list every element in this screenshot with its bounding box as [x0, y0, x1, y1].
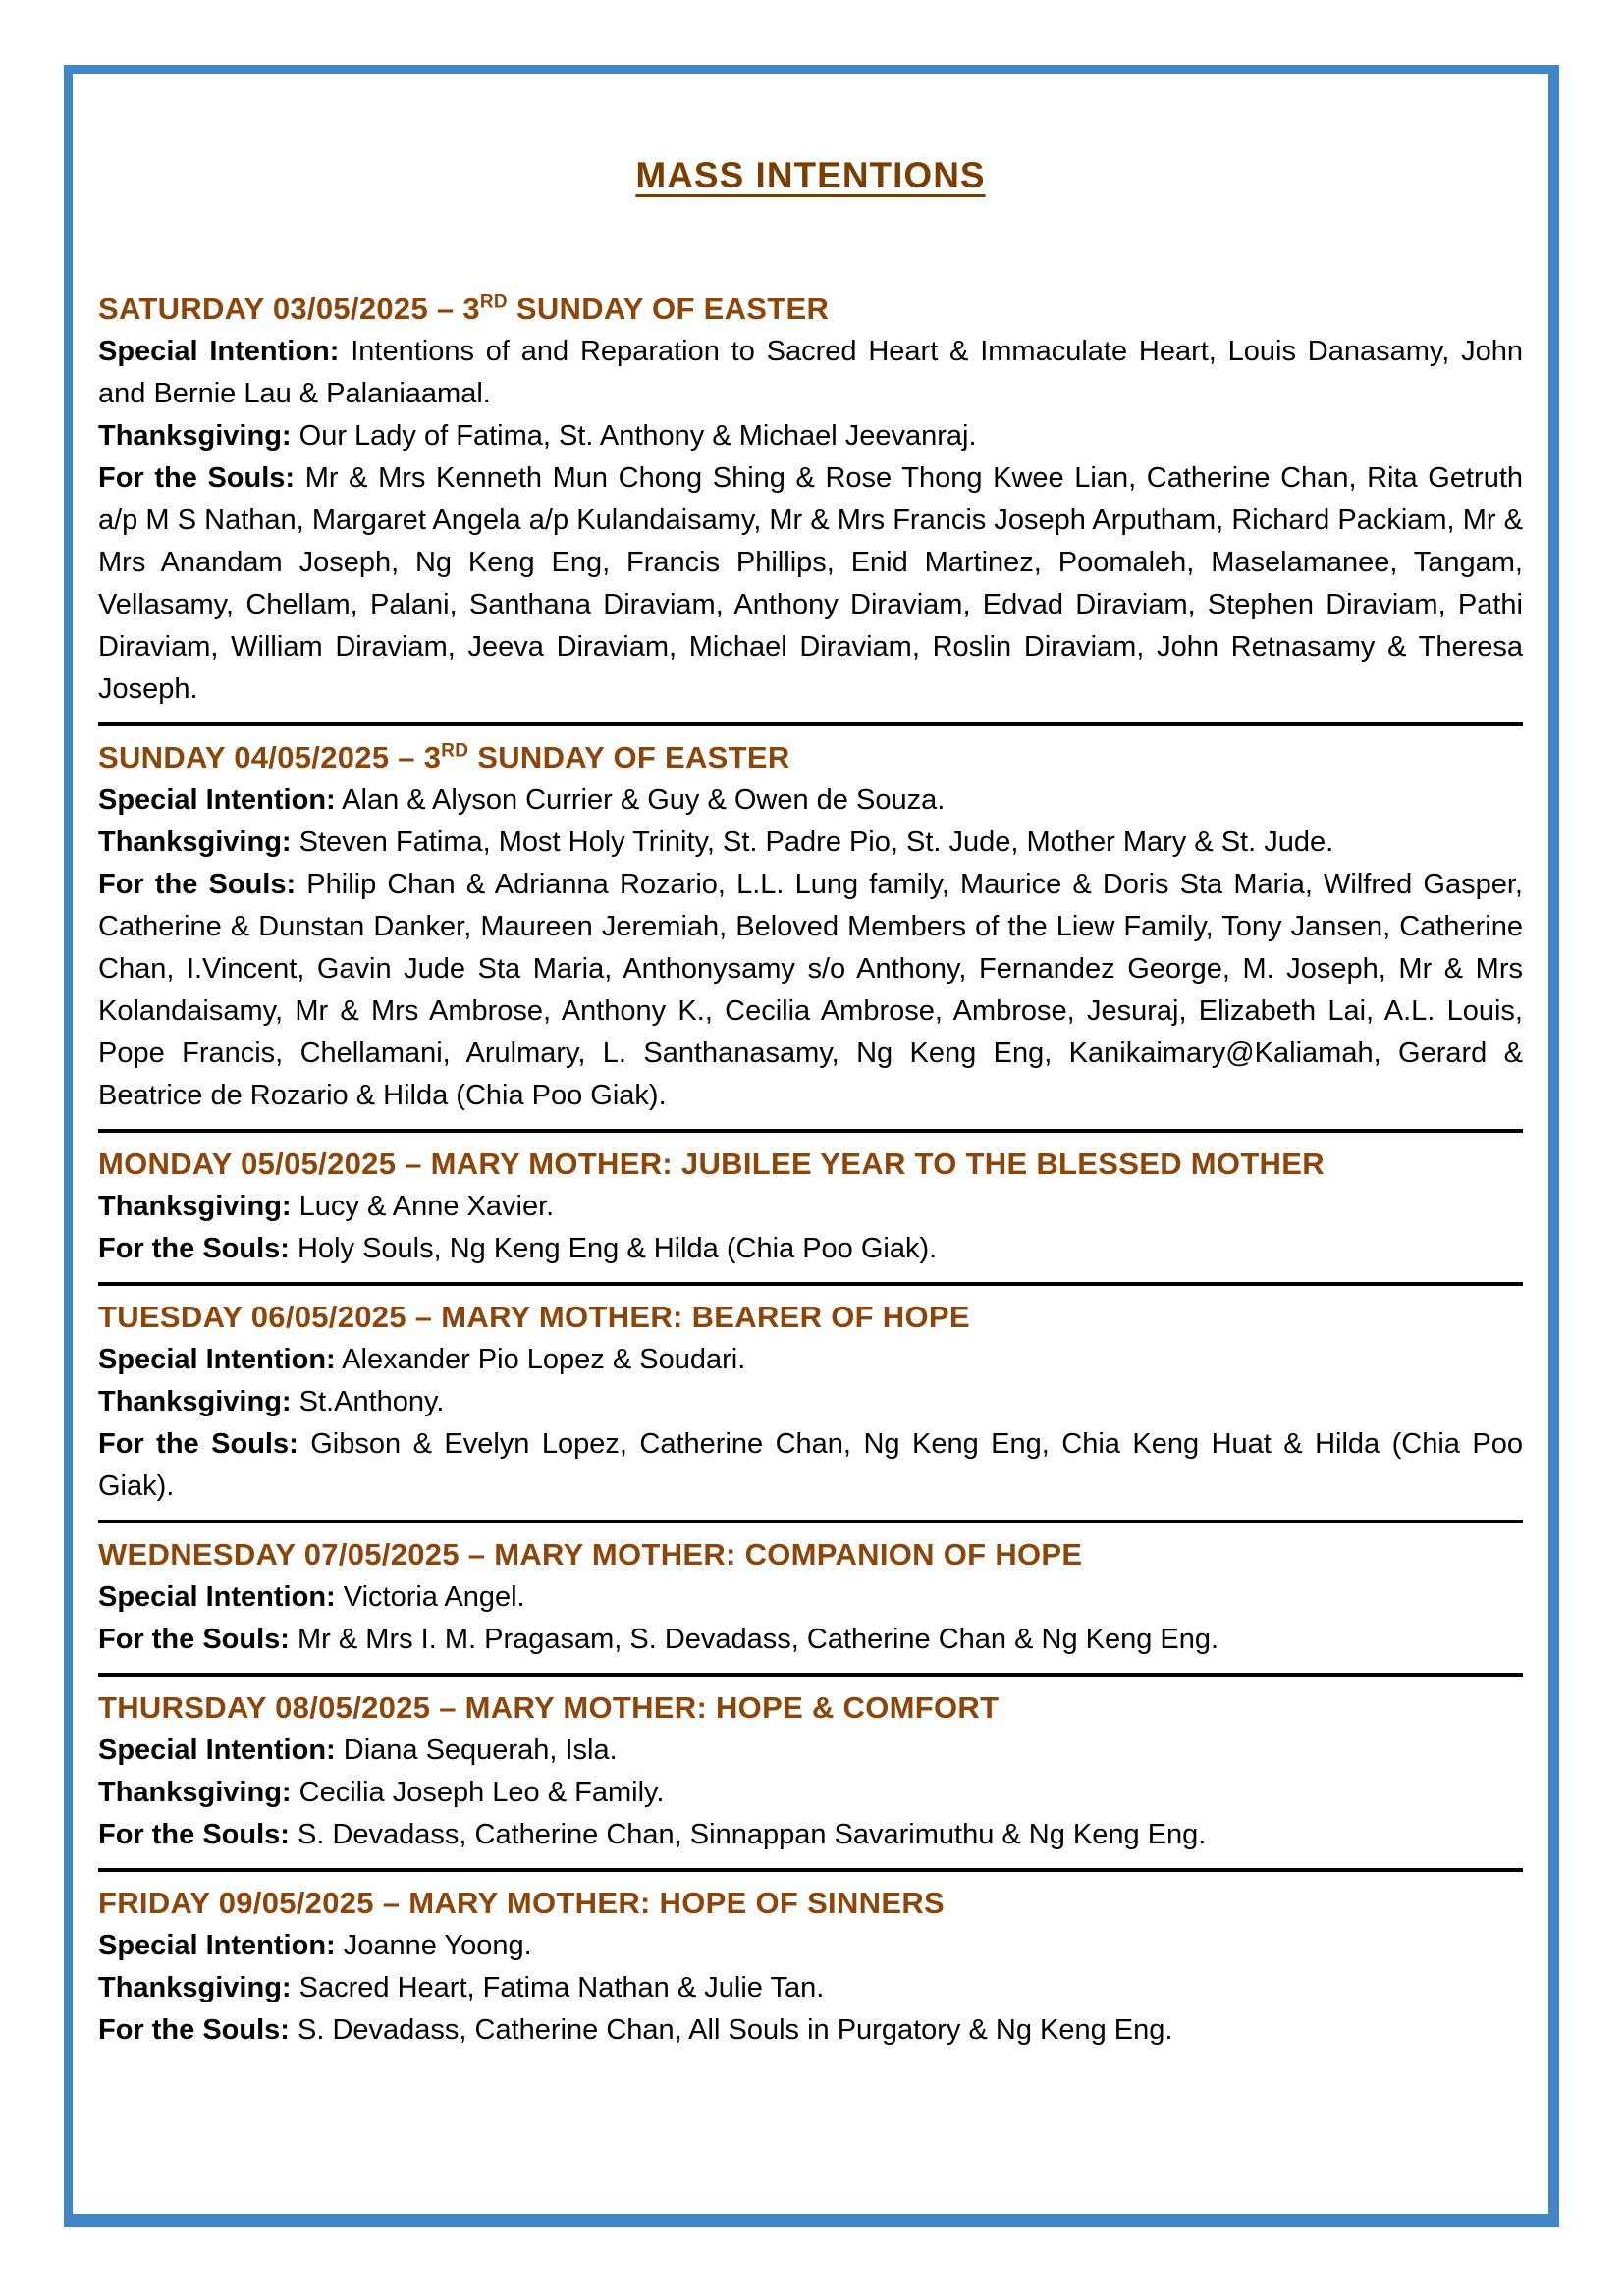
intention-entry: [98, 1576, 1523, 1619]
section-header: [98, 1533, 1523, 1576]
intention-text: Holy Souls, Ng Keng Eng & Hilda (Chia Poo Giak).: [298, 1233, 938, 1264]
intention-entry: [98, 1423, 1523, 1508]
section-header-text: WEDNESDAY 07/05/2025 – MARY MOTHER: COMPANION OF HOPE: [98, 1537, 1083, 1572]
intention-text: Cecilia Joseph Leo & Family.: [298, 1777, 665, 1808]
section-header: [98, 1882, 1523, 1925]
page-title-text: MASS INTENTIONS: [635, 155, 986, 195]
intention-text: Victoria Angel.: [343, 1581, 525, 1613]
mass-intention-section: [98, 1686, 1523, 1856]
mass-intention-section: [98, 1143, 1523, 1270]
section-divider: [98, 722, 1523, 726]
intention-entry: [98, 457, 1523, 711]
intention-text: Lucy & Anne Xavier.: [298, 1191, 555, 1222]
intention-text: St.Anthony.: [298, 1386, 445, 1417]
section-entries: [98, 331, 1523, 711]
section-header: [98, 736, 1523, 779]
page-title: [98, 154, 1523, 197]
section-entries: [98, 779, 1523, 1117]
mass-intention-section: [98, 1533, 1523, 1661]
intention-text: Steven Fatima, Most Holy Trinity, St. Padre Pio, St. Jude, Mother Mary & St. Jude.: [298, 827, 1334, 858]
intention-text: Intentions of and Reparation to Sacred Heart & Immaculate Heart, Louis Danasamy, John and Bernie Lau & Palaniaamal.: [98, 336, 1523, 409]
intention-text: Diana Sequerah, Isla.: [343, 1735, 618, 1766]
intention-entry: [98, 1730, 1523, 1772]
intention-label: Special Intention:: [98, 1344, 336, 1375]
intention-entry: [98, 2009, 1523, 2052]
intention-text: Mr & Mrs I. M. Pragasam, S. Devadass, Catherine Chan & Ng Keng Eng.: [298, 1624, 1219, 1655]
mass-intention-section: [98, 288, 1523, 711]
document-content: [73, 74, 1548, 2052]
section-divider: [98, 1868, 1523, 1872]
intention-label: Special Intention:: [98, 784, 336, 816]
section-divider: [98, 1282, 1523, 1286]
section-header-text: MONDAY 05/05/2025 – MARY MOTHER: JUBILEE YEAR TO THE BLESSED MOTHER: [98, 1147, 1325, 1181]
section-divider: [98, 1520, 1523, 1523]
section-header-superscript: RD: [479, 292, 508, 313]
intention-label: For the Souls:: [98, 2014, 290, 2046]
section-header-text: THURSDAY 08/05/2025 – MARY MOTHER: HOPE & COMFORT: [98, 1690, 1000, 1725]
intention-text: S. Devadass, Catherine Chan, All Souls in Purgatory & Ng Keng Eng.: [298, 2014, 1173, 2046]
intention-entry: [98, 864, 1523, 1117]
intention-entry: [98, 822, 1523, 864]
intention-label: Special Intention:: [98, 1930, 336, 1961]
intention-label: Thanksgiving:: [98, 827, 292, 858]
intention-text: Sacred Heart, Fatima Nathan & Julie Tan.: [298, 1972, 825, 2003]
intention-label: Thanksgiving:: [98, 1972, 292, 2003]
intention-entry: [98, 1925, 1523, 1967]
section-entries: [98, 1925, 1523, 2052]
section-header-text: SUNDAY 04/05/2025 – 3: [98, 740, 442, 774]
intention-entry: [98, 1186, 1523, 1228]
page-border: [64, 65, 1559, 2227]
intention-entry: [98, 1967, 1523, 2009]
intention-label: Thanksgiving:: [98, 1777, 292, 1808]
mass-intention-section: [98, 1296, 1523, 1508]
intention-text: Alan & Alyson Currier & Guy & Owen de Souza.: [342, 784, 946, 816]
intention-label: For the Souls:: [98, 1233, 290, 1264]
intention-text: Our Lady of Fatima, St. Anthony & Michael Jeevanraj.: [298, 420, 977, 452]
intention-text: Gibson & Evelyn Lopez, Catherine Chan, Ng Keng Eng, Chia Keng Huat & Hilda (Chia Poo Giak).: [98, 1428, 1523, 1502]
intention-entry: [98, 779, 1523, 822]
intention-text: Joanne Yoong.: [343, 1930, 532, 1961]
section-entries: [98, 1730, 1523, 1856]
intention-label: Thanksgiving:: [98, 1191, 292, 1222]
section-divider: [98, 1673, 1523, 1677]
intention-entry: [98, 1772, 1523, 1814]
section-header-text: FRIDAY 09/05/2025 – MARY MOTHER: HOPE OF SINNERS: [98, 1886, 945, 1920]
section-header-text: SATURDAY 03/05/2025 – 3: [98, 292, 480, 326]
intention-entry: [98, 1339, 1523, 1381]
intention-text: S. Devadass, Catherine Chan, Sinnappan Savarimuthu & Ng Keng Eng.: [298, 1819, 1207, 1850]
section-header-text: TUESDAY 06/05/2025 – MARY MOTHER: BEARER OF HOPE: [98, 1300, 970, 1334]
intention-entry: [98, 1814, 1523, 1856]
section-header-text-after: SUNDAY OF EASTER: [507, 292, 830, 326]
intention-entry: [98, 415, 1523, 457]
intention-label: For the Souls:: [98, 1819, 290, 1850]
intention-label: For the Souls:: [98, 869, 297, 900]
section-header: [98, 288, 1523, 331]
section-header-text-after: SUNDAY OF EASTER: [468, 740, 790, 774]
section-entries: [98, 1186, 1523, 1270]
intention-label: For the Souls:: [98, 1624, 290, 1655]
section-header: [98, 1296, 1523, 1339]
section-header-superscript: RD: [441, 740, 469, 762]
mass-intention-section: [98, 1882, 1523, 2052]
intention-text: Mr & Mrs Kenneth Mun Chong Shing & Rose Thong Kwee Lian, Catherine Chan, Rita Getruth a/p M S Nathan, Margaret Angela a/p Kulandaisamy, Mr & Mrs Francis Joseph Arputham, Richard Packiam, Mr & Mrs Anandam Joseph, Ng Keng Eng, Francis Phillips, Enid Martinez, Poomaleh, Maselamanee, Tangam, Vellasamy, Chellam, Palani, Santhana Diraviam, Anthony Diraviam, Edvad Diraviam, Stephen Diraviam, Pathi Diraviam, William Diraviam, Jeeva Diraviam, Michael Diraviam, Roslin Diraviam, John Retnasamy & Theresa Joseph.: [98, 462, 1524, 705]
intention-label: Thanksgiving:: [98, 1386, 292, 1417]
intention-label: Special Intention:: [98, 1735, 336, 1766]
intention-text: Philip Chan & Adrianna Rozario, L.L. Lung family, Maurice & Doris Sta Maria, Wilfred Gasper, Catherine & Dunstan Danker, Maureen Jeremiah, Beloved Members of the Liew Family, Tony Jansen, Catherine Chan, I.Vincent, Gavin Jude Sta Maria, Anthonysamy s/o Anthony, Fernandez George, M. Joseph, Mr & Mrs Kolandaisamy, Mr & Mrs Ambrose, Anthony K., Cecilia Ambrose, Ambrose, Jesuraj, Elizabeth Lai, A.L. Louis, Pope Francis, Chellamani, Arulmary, L. Santhanasamy, Ng Keng Eng, Kanikaimary@Kaliamah, Gerard & Beatrice de Rozario & Hilda (Chia Poo Giak).: [98, 869, 1523, 1111]
intention-label: For the Souls:: [98, 462, 296, 494]
intention-entry: [98, 331, 1523, 415]
intention-text: Alexander Pio Lopez & Soudari.: [342, 1344, 746, 1375]
intention-label: Special Intention:: [98, 336, 340, 367]
intention-label: For the Souls:: [98, 1428, 298, 1460]
intention-label: Thanksgiving:: [98, 420, 292, 452]
section-entries: [98, 1339, 1523, 1508]
section-entries: [98, 1576, 1523, 1661]
sections-container: [98, 288, 1523, 2052]
section-header: [98, 1143, 1523, 1186]
intention-label: Special Intention:: [98, 1581, 336, 1613]
intention-entry: [98, 1228, 1523, 1270]
intention-entry: [98, 1619, 1523, 1661]
section-divider: [98, 1129, 1523, 1133]
mass-intention-section: [98, 736, 1523, 1117]
section-header: [98, 1686, 1523, 1730]
intention-entry: [98, 1381, 1523, 1423]
